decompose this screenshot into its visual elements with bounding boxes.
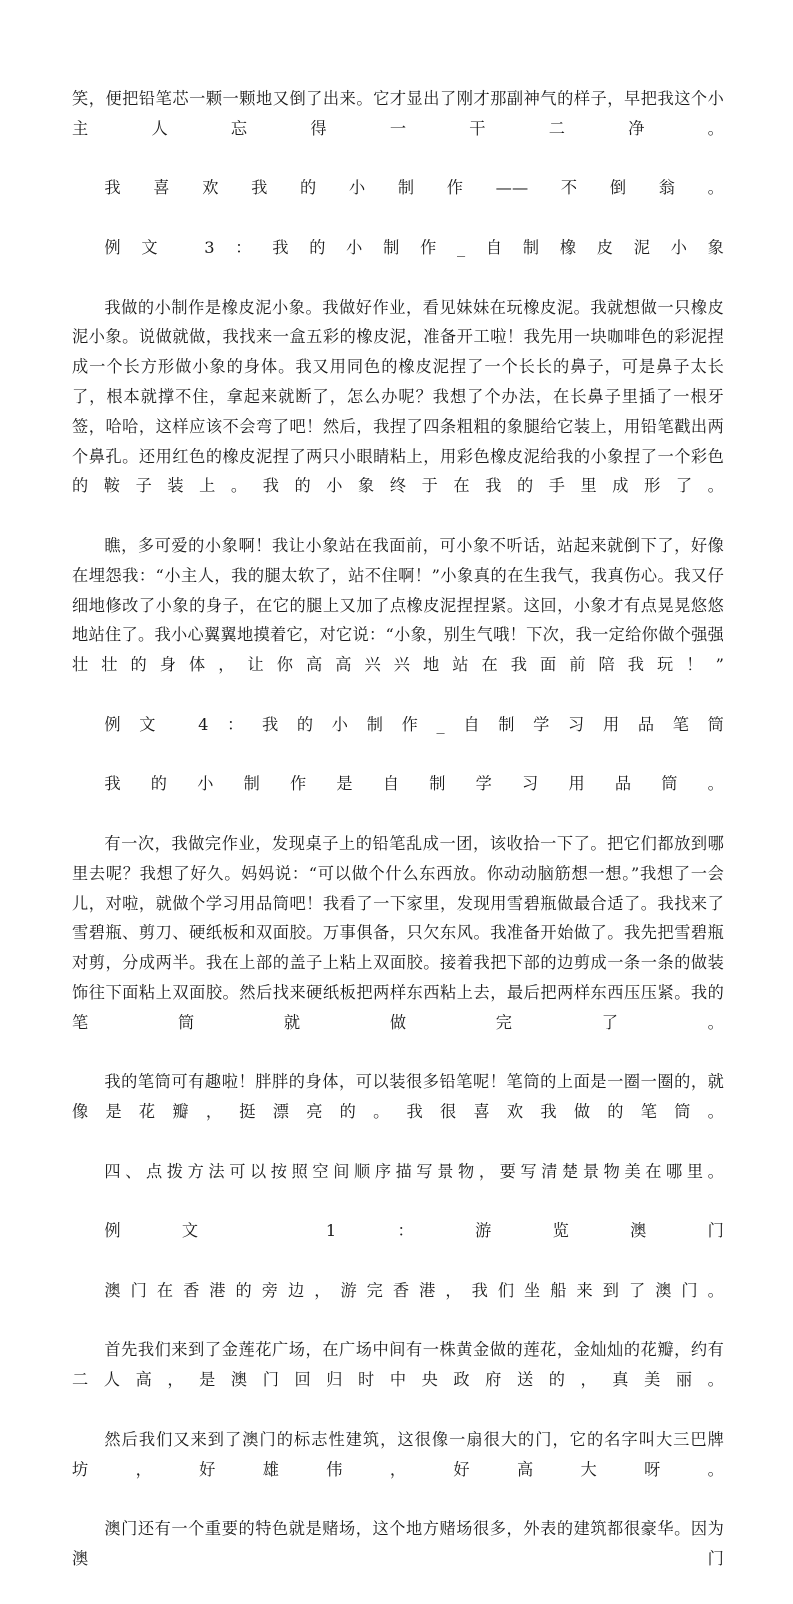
paragraph-penholder-body-2: 我的笔筒可有趣啦！胖胖的身体，可以装很多铅笔呢！笔筒的上面是一圈一圈的，就像是花瓣，挺漂亮的。我很喜欢我做的笔筒。 [72,1072,724,1122]
paragraph-penholder-body-1: 有一次，我做完作业，发现桌子上的铅笔乱成一团，该收拾一下了。把它们都放到哪里去呢？我想了好久。妈妈说：“可以做个什么东西放。你动动脑筋想一想。”我想了一会儿，对啦，就做个学习用品筒吧！我看了一下家里，发现用雪碧瓶做最合适了。我找来了雪碧瓶、剪刀、硬纸板和双面胶。万事俱备，只欠东风。我准备开始做了。我先把雪碧瓶对剪，分成两半。我在上部的盖子上粘上双面胶。接着我把下部的边剪成一条一条的做装饰往下面粘上双面胶。然后找来硬纸板把两样东西粘上去，最后把两样东西压压紧。我的笔筒就做完了。 [72,833,724,1032]
heading-example-3: 例文 3：我的小制作_自制橡皮泥小象 [104,237,724,257]
paragraph-macau-body-3: 然后我们又来到了澳门的标志性建筑，这很像一扇很大的门，它的名字叫大三巴牌坊，好雄伟，好高大呀。 [72,1429,724,1479]
paragraph-macau-body-2: 首先我们来到了金莲花广场，在广场中间有一株黄金做的莲花，金灿灿的花瓣，约有二人高，是澳门回归时中央政府送的，真美丽。 [72,1340,724,1390]
paragraph-elephant-body-2: 瞧，多可爱的小象啊！我让小象站在我面前，可小象不听话，站起来就倒下了，好像在埋怨我：“小主人，我的腿太软了，站不住啊！”小象真的在生我气，我真伤心。我又仔细地修改了小象的身子，在它的腿上又加了点橡皮泥捏捏紧。这回，小象才有点晃晃悠悠地站住了。我小心翼翼地摸着它，对它说：“小象，别生气哦！下次，我一定给你做个强强壮壮的身体，让你高高兴兴地站在我面前陪我玩！” [72,535,724,675]
section-heading-four: 四、点拨方法可以按照空间顺序描写景物，要写清楚景物美在哪里。 [104,1161,724,1181]
heading-example-1-macau: 例文 1：游览澳门 [104,1221,724,1241]
paragraph-macau-body-1: 澳门在香港的旁边，游完香港，我们坐船来到了澳门。 [104,1280,724,1300]
paragraph-penholder-intro: 我的小制作是自制学习用品筒。 [104,774,724,794]
paragraph-elephant-body-1: 我做的小制作是橡皮泥小象。我做好作业，看见妹妹在玩橡皮泥。我就想做一只橡皮泥小象。说做就做，我找来一盒五彩的橡皮泥，准备开工啦！我先用一块咖啡色的彩泥捏成一个长方形做小象的身体。我又用同色的橡皮泥捏了一个长长的鼻子，可是鼻子太长了，根本就撑不住，拿起来就断了，怎么办呢？我想了个办法，在长鼻子里插了一根牙签，哈哈，这样应该不会弯了吧！然后，我捏了四条粗粗的象腿给它装上，用铅笔戳出两个鼻孔。还用红色的橡皮泥捏了两只小眼睛粘上，用彩色橡皮泥给我的小象捏了一个彩色的鞍子装上。我的小象终于在我的手里成形了。 [72,297,724,496]
paragraph-buddao-closing: 我喜欢我的小制作——不倒翁。 [104,178,724,198]
paragraph-macau-body-4: 澳门还有一个重要的特色就是赌场，这个地方赌场很多，外表的建筑都很豪华。因为澳门 [72,1519,724,1569]
document-text-body [72,84,724,1604]
paragraph-continuation-buddao: 笑，便把铅笔芯一颗一颗地又倒了出来。它才显出了刚才那副神气的样子，早把我这个小主人忘得一干二净。 [72,89,724,138]
heading-example-4: 例文 4：我的小制作_自制学习用品笔筒 [104,714,724,734]
